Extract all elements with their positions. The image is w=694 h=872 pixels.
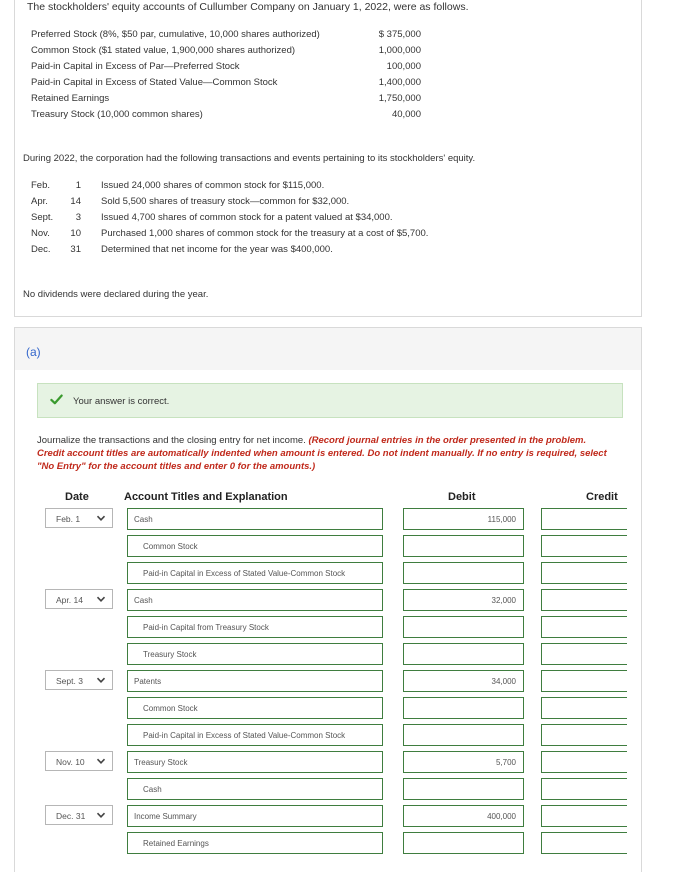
debit-value: 32,000	[491, 596, 516, 605]
transaction-month: Apr.	[31, 196, 48, 207]
balance-amount: 1,750,000	[378, 93, 421, 104]
date-select[interactable]	[45, 805, 113, 825]
account-title-value: Paid-in Capital from Treasury Stock	[143, 623, 269, 632]
journal-row	[15, 805, 641, 827]
debit-field[interactable]	[403, 805, 524, 827]
account-title-field[interactable]	[127, 778, 383, 800]
account-title-value: Common Stock	[143, 542, 198, 551]
credit-field[interactable]	[541, 778, 627, 800]
account-title-field[interactable]	[127, 643, 383, 665]
credit-field[interactable]	[541, 589, 627, 611]
date-select-value: Feb. 1	[56, 514, 81, 524]
chevron-down-icon	[96, 810, 106, 820]
account-title-value: Income Summary	[134, 812, 197, 821]
balance-label: Retained Earnings	[31, 93, 110, 104]
account-title-value: Common Stock	[143, 704, 198, 713]
account-title-field[interactable]	[127, 832, 383, 854]
debit-value: 34,000	[491, 677, 516, 686]
instructions-plain: Journalize the transactions and the closing entry for net income.	[37, 435, 309, 446]
date-select[interactable]	[45, 751, 113, 771]
account-title-value: Paid-in Capital in Excess of Stated Value-Common Stock	[143, 731, 346, 740]
debit-field[interactable]	[403, 535, 524, 557]
credit-field[interactable]	[541, 751, 627, 773]
column-header-account: Account Titles and Explanation	[124, 491, 288, 503]
balance-amount: 100,000	[386, 61, 421, 72]
account-title-value: Cash	[143, 785, 162, 794]
balance-amount: 40,000	[391, 109, 421, 120]
credit-field[interactable]	[541, 724, 627, 746]
balance-amount: 1,000,000	[378, 45, 421, 56]
debit-value: 115,000	[487, 515, 516, 524]
no-dividends-text: No dividends were declared during the year.	[23, 289, 209, 300]
account-title-value: Patents	[134, 677, 162, 686]
balance-label: Treasury Stock (10,000 common shares)	[31, 109, 203, 120]
transaction-desc: Determined that net income for the year was $400,000.	[101, 244, 333, 255]
column-header-debit: Debit	[448, 491, 476, 503]
date-select-value: Dec. 31	[56, 811, 86, 821]
journal-row	[15, 535, 641, 557]
chevron-down-icon	[96, 675, 106, 685]
account-title-value: Cash	[134, 515, 153, 524]
balance-label: Common Stock ($1 stated value, 1,900,000 shares authorized)	[31, 45, 296, 56]
credit-field[interactable]	[541, 616, 627, 638]
balance-row	[31, 61, 421, 77]
transaction-month: Nov.	[31, 228, 50, 239]
debit-field[interactable]	[403, 616, 524, 638]
debit-field[interactable]	[403, 724, 524, 746]
part-a-panel	[14, 327, 642, 872]
account-title-field[interactable]	[127, 670, 383, 692]
balance-label: Paid-in Capital in Excess of Stated Value—Common Stock	[31, 77, 278, 88]
transaction-day: 10	[70, 228, 81, 239]
account-title-field[interactable]	[127, 562, 383, 584]
transaction-month: Sept.	[31, 212, 54, 223]
credit-field[interactable]	[541, 535, 627, 557]
transaction-row	[31, 228, 531, 244]
date-select-value: Nov. 10	[56, 757, 85, 767]
journal-row	[15, 643, 641, 665]
account-title-value: Paid-in Capital in Excess of Stated Value-Common Stock	[143, 569, 346, 578]
transaction-row	[31, 180, 531, 196]
transactions-list	[31, 180, 531, 260]
journal-row	[15, 724, 641, 746]
balance-row	[31, 45, 421, 61]
debit-value: 400,000	[487, 812, 516, 821]
journal-row	[15, 697, 641, 719]
debit-value: 5,700	[495, 758, 516, 767]
balances-list	[31, 29, 421, 125]
date-select[interactable]	[45, 589, 113, 609]
date-select[interactable]	[45, 670, 113, 690]
transaction-day: 1	[75, 180, 81, 191]
transaction-month: Dec.	[31, 244, 51, 255]
transaction-desc: Sold 5,500 shares of treasury stock—common for $32,000.	[101, 196, 350, 207]
chevron-down-icon	[96, 756, 106, 766]
part-header	[15, 328, 641, 370]
debit-field[interactable]	[403, 643, 524, 665]
correct-banner	[37, 383, 623, 418]
debit-field[interactable]	[403, 697, 524, 719]
account-title-field[interactable]	[127, 535, 383, 557]
credit-field[interactable]	[541, 562, 627, 584]
journal-row	[15, 832, 641, 854]
transaction-row	[31, 196, 531, 212]
balance-amount: 1,400,000	[378, 77, 421, 88]
balance-row	[31, 109, 421, 125]
account-title-value: Cash	[134, 596, 153, 605]
account-title-value: Treasury Stock	[134, 758, 188, 767]
journal-row	[15, 508, 641, 530]
transaction-day: 14	[70, 196, 81, 207]
account-title-field[interactable]	[127, 724, 383, 746]
balance-amount: $ 375,000	[378, 29, 421, 40]
debit-field[interactable]	[403, 589, 524, 611]
date-select-value: Sept. 3	[56, 676, 83, 686]
account-title-field[interactable]	[127, 805, 383, 827]
problem-intro: The stockholders' equity accounts of Cullumber Company on January 1, 2022, were as follows.	[27, 1, 469, 13]
balance-label: Preferred Stock (8%, $50 par, cumulative, 10,000 shares authorized)	[31, 29, 320, 40]
account-title-field[interactable]	[127, 616, 383, 638]
journal-row	[15, 589, 641, 611]
credit-field[interactable]	[541, 697, 627, 719]
balance-row	[31, 93, 421, 109]
transaction-desc: Purchased 1,000 shares of common stock for the treasury at a cost of $5,700.	[101, 228, 429, 239]
journal-row	[15, 778, 641, 800]
transaction-month: Feb.	[31, 180, 51, 191]
problem-statement	[14, 0, 642, 317]
journal-row	[15, 562, 641, 584]
transaction-day: 3	[75, 212, 81, 223]
balance-row	[31, 77, 421, 93]
column-header-date: Date	[65, 491, 89, 503]
part-label: (a)	[26, 345, 41, 359]
account-title-value: Retained Earnings	[143, 839, 209, 848]
journal-row	[15, 670, 641, 692]
account-title-field[interactable]	[127, 697, 383, 719]
account-title-field[interactable]	[127, 508, 383, 530]
date-select-value: Apr. 14	[56, 595, 83, 605]
credit-field[interactable]	[541, 805, 627, 827]
chevron-down-icon	[96, 594, 106, 604]
credit-field[interactable]	[541, 508, 627, 530]
transaction-desc: Issued 24,000 shares of common stock for $115,000.	[101, 180, 325, 191]
journal-row	[15, 751, 641, 773]
date-select[interactable]	[45, 508, 113, 528]
checkmark-icon	[50, 393, 63, 406]
debit-field[interactable]	[403, 670, 524, 692]
account-title-field[interactable]	[127, 589, 383, 611]
debit-field[interactable]	[403, 562, 524, 584]
journal-row	[15, 616, 641, 638]
credit-field[interactable]	[541, 670, 627, 692]
transaction-row	[31, 244, 531, 260]
during-text: During 2022, the corporation had the following transactions and events pertaining to its stockholders' equity.	[23, 153, 476, 164]
balance-label: Paid-in Capital in Excess of Par—Preferred Stock	[31, 61, 240, 72]
balance-row	[31, 29, 421, 45]
instructions	[37, 434, 611, 473]
chevron-down-icon	[96, 513, 106, 523]
account-title-field[interactable]	[127, 751, 383, 773]
debit-field[interactable]	[403, 832, 524, 854]
credit-field[interactable]	[541, 643, 627, 665]
debit-field[interactable]	[403, 778, 524, 800]
transaction-desc: Issued 4,700 shares of common stock for a patent valued at $34,000.	[101, 212, 393, 223]
credit-field[interactable]	[541, 832, 627, 854]
transaction-day: 31	[70, 244, 81, 255]
debit-field[interactable]	[403, 508, 524, 530]
debit-field[interactable]	[403, 751, 524, 773]
account-title-value: Treasury Stock	[143, 650, 197, 659]
transaction-row	[31, 212, 531, 228]
correct-text: Your answer is correct.	[73, 396, 170, 407]
column-header-credit: Credit	[586, 491, 618, 503]
instructions-emphasis: (Record journal entries in the order presented in the problem. Credit account titles are automatically indented when amount is entered. Do not indent manually. If no entry is required, select "No Entry" for the account titles and enter 0 for the amounts.)	[37, 435, 607, 472]
